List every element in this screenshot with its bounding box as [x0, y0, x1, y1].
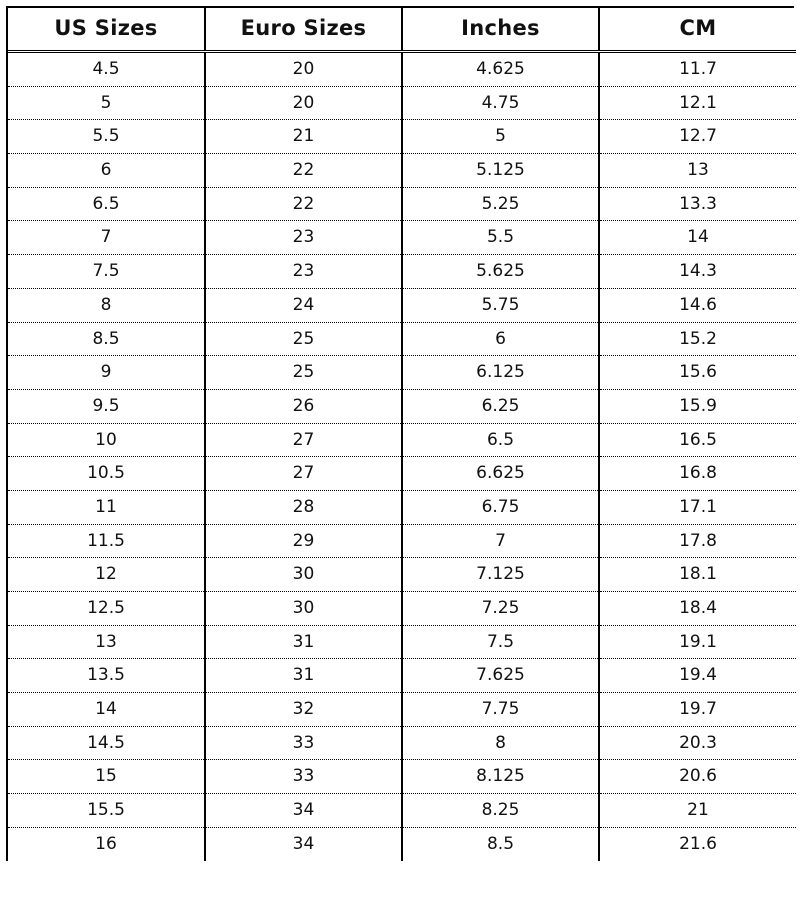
table-cell: 28 — [205, 490, 402, 524]
table-cell: 6.125 — [402, 356, 599, 390]
table-cell: 23 — [205, 255, 402, 289]
table-cell: 11.5 — [8, 524, 205, 558]
table-cell: 13.3 — [599, 187, 796, 221]
table-cell: 5.5 — [8, 120, 205, 154]
table-cell: 16.8 — [599, 457, 796, 491]
table-cell: 15.2 — [599, 322, 796, 356]
table-cell: 6 — [8, 154, 205, 188]
table-cell: 34 — [205, 827, 402, 860]
table-cell: 25 — [205, 356, 402, 390]
table-cell: 6.25 — [402, 389, 599, 423]
table-cell: 15 — [8, 760, 205, 794]
table-cell: 33 — [205, 760, 402, 794]
table-cell: 26 — [205, 389, 402, 423]
table-cell: 8.25 — [402, 794, 599, 828]
table-cell: 7.75 — [402, 693, 599, 727]
table-cell: 15.9 — [599, 389, 796, 423]
table-row — [8, 693, 796, 727]
table-row — [8, 187, 796, 221]
table-row — [8, 794, 796, 828]
table-cell: 19.4 — [599, 659, 796, 693]
table-cell: 31 — [205, 659, 402, 693]
table-cell: 14.3 — [599, 255, 796, 289]
table-cell: 12.5 — [8, 592, 205, 626]
table-cell: 17.8 — [599, 524, 796, 558]
table-body — [8, 52, 796, 861]
table-row — [8, 255, 796, 289]
table-row — [8, 389, 796, 423]
table-row — [8, 659, 796, 693]
table-cell: 5.125 — [402, 154, 599, 188]
table-cell: 13 — [599, 154, 796, 188]
shoe-size-conversion-table — [8, 8, 796, 861]
table-cell: 6.5 — [402, 423, 599, 457]
table-row — [8, 356, 796, 390]
table-cell: 4.75 — [402, 86, 599, 120]
table-cell: 19.7 — [599, 693, 796, 727]
table-cell: 34 — [205, 794, 402, 828]
table-row — [8, 827, 796, 860]
table-cell: 9 — [8, 356, 205, 390]
table-cell: 20.6 — [599, 760, 796, 794]
table-cell: 20 — [205, 86, 402, 120]
table-cell: 6.625 — [402, 457, 599, 491]
table-cell: 23 — [205, 221, 402, 255]
table-cell: 29 — [205, 524, 402, 558]
table-cell: 30 — [205, 558, 402, 592]
column-header-us-sizes: US Sizes — [8, 8, 205, 52]
table-cell: 7 — [8, 221, 205, 255]
table-cell: 33 — [205, 726, 402, 760]
table-cell: 14 — [8, 693, 205, 727]
table-header — [8, 8, 796, 52]
table-cell: 15.6 — [599, 356, 796, 390]
table-cell: 10.5 — [8, 457, 205, 491]
table-cell: 11 — [8, 490, 205, 524]
table-row — [8, 490, 796, 524]
table-row — [8, 592, 796, 626]
table-frame — [6, 6, 794, 861]
table-cell: 5.25 — [402, 187, 599, 221]
table-cell: 10 — [8, 423, 205, 457]
table-cell: 18.4 — [599, 592, 796, 626]
table-cell: 19.1 — [599, 625, 796, 659]
table-cell: 8.5 — [402, 827, 599, 860]
table-cell: 21 — [205, 120, 402, 154]
table-cell: 16 — [8, 827, 205, 860]
table-cell: 6.5 — [8, 187, 205, 221]
table-cell: 25 — [205, 322, 402, 356]
table-row — [8, 726, 796, 760]
table-cell: 6.75 — [402, 490, 599, 524]
table-cell: 14.5 — [8, 726, 205, 760]
table-cell: 8 — [402, 726, 599, 760]
table-row — [8, 558, 796, 592]
table-cell: 5.75 — [402, 288, 599, 322]
table-cell: 24 — [205, 288, 402, 322]
table-cell: 6 — [402, 322, 599, 356]
table-row — [8, 52, 796, 87]
table-cell: 12.7 — [599, 120, 796, 154]
table-cell: 12.1 — [599, 86, 796, 120]
table-cell: 20 — [205, 52, 402, 87]
table-cell: 7.5 — [402, 625, 599, 659]
table-cell: 7 — [402, 524, 599, 558]
table-row — [8, 120, 796, 154]
column-header-cm: CM — [599, 8, 796, 52]
table-cell: 8.125 — [402, 760, 599, 794]
table-cell: 20.3 — [599, 726, 796, 760]
table-row — [8, 423, 796, 457]
table-cell: 13 — [8, 625, 205, 659]
table-row — [8, 760, 796, 794]
table-row — [8, 154, 796, 188]
table-row — [8, 221, 796, 255]
table-cell: 21.6 — [599, 827, 796, 860]
table-cell: 7.25 — [402, 592, 599, 626]
table-cell: 27 — [205, 457, 402, 491]
table-cell: 5.5 — [402, 221, 599, 255]
table-cell: 7.125 — [402, 558, 599, 592]
table-row — [8, 625, 796, 659]
table-cell: 31 — [205, 625, 402, 659]
table-cell: 12 — [8, 558, 205, 592]
table-cell: 17.1 — [599, 490, 796, 524]
column-header-euro-sizes: Euro Sizes — [205, 8, 402, 52]
column-header-inches: Inches — [402, 8, 599, 52]
table-cell: 16.5 — [599, 423, 796, 457]
table-cell: 15.5 — [8, 794, 205, 828]
table-cell: 22 — [205, 187, 402, 221]
table-cell: 8 — [8, 288, 205, 322]
table-cell: 30 — [205, 592, 402, 626]
table-cell: 27 — [205, 423, 402, 457]
table-cell: 14 — [599, 221, 796, 255]
table-cell: 8.5 — [8, 322, 205, 356]
table-cell: 4.5 — [8, 52, 205, 87]
table-cell: 13.5 — [8, 659, 205, 693]
table-cell: 14.6 — [599, 288, 796, 322]
table-cell: 5 — [402, 120, 599, 154]
table-cell: 9.5 — [8, 389, 205, 423]
table-row — [8, 86, 796, 120]
table-cell: 7.625 — [402, 659, 599, 693]
table-row — [8, 457, 796, 491]
table-cell: 22 — [205, 154, 402, 188]
table-cell: 4.625 — [402, 52, 599, 87]
table-cell: 21 — [599, 794, 796, 828]
table-cell: 11.7 — [599, 52, 796, 87]
table-row — [8, 524, 796, 558]
table-header-row — [8, 8, 796, 52]
table-cell: 5 — [8, 86, 205, 120]
table-cell: 18.1 — [599, 558, 796, 592]
table-cell: 5.625 — [402, 255, 599, 289]
table-row — [8, 288, 796, 322]
table-cell: 7.5 — [8, 255, 205, 289]
table-row — [8, 322, 796, 356]
table-cell: 32 — [205, 693, 402, 727]
